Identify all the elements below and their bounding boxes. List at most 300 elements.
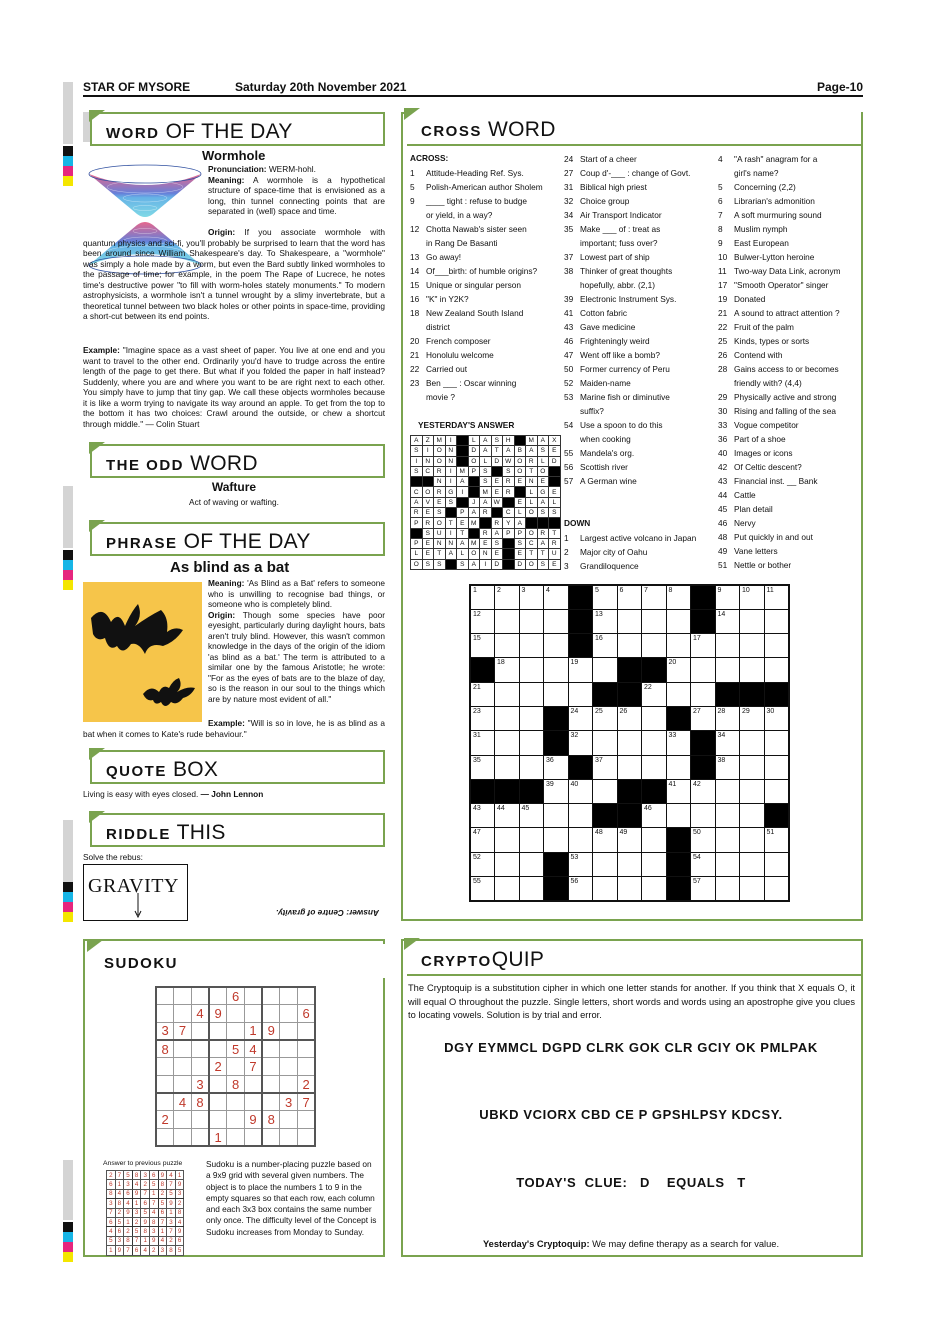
sudoku-cell: 5 [141,1208,150,1217]
crossword-cell[interactable]: 45 [519,804,544,828]
crossword-cell[interactable] [593,852,618,876]
crossword-cell[interactable]: 28 [715,706,740,730]
clue-item: 37 Lowest part of ship [564,252,650,262]
word-of-day-header: WORD OF THE DAY [90,112,385,146]
crossword-cell[interactable]: 11 [764,585,789,609]
crossword-cell[interactable] [495,852,520,876]
sudoku-cell[interactable] [280,1022,298,1040]
sudoku-cell[interactable] [262,1058,280,1076]
crossword-cell[interactable]: 15 [470,634,495,658]
crossword-cell[interactable] [642,877,667,901]
crossword-cell[interactable]: 1 [470,585,495,609]
answer-cell: L [514,508,526,518]
crossword-cell[interactable] [495,828,520,852]
sudoku-cell[interactable] [280,1129,298,1147]
clue-item: 32 Choice group [564,196,630,206]
sudoku-cell[interactable] [244,1129,262,1147]
crossword-cell[interactable] [519,658,544,682]
sudoku-cell[interactable] [174,987,192,1005]
sudoku-cell[interactable] [209,1075,227,1093]
phrase-header: PHRASE OF THE DAY [90,522,385,556]
crossword-cell[interactable]: 20 [666,658,691,682]
crossword-cell[interactable] [740,877,765,901]
crossword-cell[interactable]: 9 [715,585,740,609]
sudoku-cell: 4 [124,1199,133,1208]
crossword-cell[interactable] [764,779,789,803]
crossword-cell[interactable]: 33 [666,731,691,755]
crossword-cell[interactable] [764,852,789,876]
answer-cell [503,549,515,559]
crossword-cell[interactable]: 7 [642,585,667,609]
crossword-cell[interactable]: 29 [740,706,765,730]
crossword-cell[interactable] [544,682,569,706]
crossword-cell[interactable] [764,634,789,658]
crossword-cell[interactable]: 56 [568,877,593,901]
masthead [83,80,863,97]
crossword-cell[interactable]: 16 [593,634,618,658]
crossword-cell[interactable]: 30 [764,706,789,730]
answer-cell: C [422,466,434,476]
sudoku-cell: 2 [167,1236,176,1245]
clue-item: 18 New Zealand South Island [410,308,524,318]
crossword-cell[interactable] [544,609,569,633]
sudoku-cell[interactable] [262,1075,280,1093]
answer-cell: L [526,487,538,497]
crossword-cell[interactable]: 25 [593,706,618,730]
crossword-cell[interactable]: 27 [691,706,716,730]
crossword-cell[interactable] [666,755,691,779]
crossword-cell[interactable] [495,609,520,633]
sudoku-cell[interactable] [298,1022,316,1040]
answer-cell: T [549,528,561,538]
answer-cell: L [549,497,561,507]
sudoku-cell[interactable] [209,1022,227,1040]
answer-cell: E [549,446,561,456]
crossword-cell[interactable]: 44 [495,804,520,828]
crossword-cell[interactable] [519,828,544,852]
crossword-cell[interactable] [715,658,740,682]
sudoku-cell: 2 [175,1199,184,1208]
crossword-cell[interactable] [740,804,765,828]
crossword-cell[interactable]: 53 [568,852,593,876]
answer-cell: A [537,497,549,507]
crossword-cell[interactable]: 57 [691,877,716,901]
sudoku-instructions: Sudoku is a number-placing puzzle based on a 9x9 grid with several given numbers. The object is to place the numbers 1 to 9 in the empty squares so that each row, each column and each 3x3 box contains the same number only once. The difficulty level of the Concept is Sudoku increases from Monday to Sunday. [206,1159,377,1237]
crossword-cell[interactable]: 41 [666,779,691,803]
clue-item: 49 Vane letters [718,546,778,556]
crossword-cell[interactable]: 12 [470,609,495,633]
crossword-cell[interactable] [642,609,667,633]
answer-cell: A [480,436,492,446]
word-term: Wormhole [202,148,266,163]
sudoku-cell: 7 [174,1022,192,1040]
answer-cell: A [503,446,515,456]
crossword-cell[interactable] [617,731,642,755]
sudoku-cell[interactable] [227,1111,245,1129]
sudoku-cell[interactable] [156,1075,174,1093]
answer-cell [457,446,469,456]
sudoku-cell[interactable] [227,1005,245,1023]
cryptoquip-header: CRYPTOQUIP [407,942,861,976]
crossword-cell[interactable] [617,634,642,658]
sudoku-cell[interactable] [227,1022,245,1040]
crossword-cell[interactable] [519,706,544,730]
sudoku-cell: 3 [158,1246,167,1255]
crossword-cell[interactable]: 13 [593,609,618,633]
clue-item: 10 Bulwer-Lytton heroine [718,252,815,262]
answer-cell: E [549,559,561,569]
crossword-cell[interactable] [715,828,740,852]
sudoku-cell[interactable] [191,1040,209,1058]
sudoku-cell: 7 [167,1227,176,1236]
sudoku-cell[interactable] [262,1129,280,1147]
clue-item: 38 Thinker of great thoughts [564,266,673,276]
crossword-cell[interactable] [642,706,667,730]
sudoku-cell: 2 [124,1227,133,1236]
crossword-cell[interactable]: 8 [666,585,691,609]
crossword-cell[interactable] [568,682,593,706]
crossword-cell[interactable] [617,852,642,876]
crossword-cell[interactable] [691,804,716,828]
sudoku-cell: 2 [115,1208,124,1217]
sudoku-cell[interactable] [174,1058,192,1076]
crossword-cell[interactable] [740,828,765,852]
crossword-cell[interactable] [593,877,618,901]
crossword-cell[interactable]: 24 [568,706,593,730]
sudoku-cell[interactable] [262,1005,280,1023]
clue-item: 41 Cotton fabric [564,308,628,318]
answer-cell: E [514,477,526,487]
crossword-cell[interactable]: 31 [470,731,495,755]
sudoku-cell: 7 [132,1236,141,1245]
crossword-cell[interactable] [519,755,544,779]
answer-cell: S [537,559,549,569]
crossword-cell[interactable] [740,852,765,876]
sudoku-cell: 9 [115,1246,124,1255]
crossword-cell[interactable] [740,779,765,803]
crossword-cell[interactable] [764,609,789,633]
crossword-cell[interactable] [495,634,520,658]
answer-cell: R [434,487,446,497]
sudoku-cell[interactable] [280,987,298,1005]
answer-cell: C [526,538,538,548]
crossword-cell[interactable] [740,634,765,658]
clue-item: important; fuss over? [580,238,658,248]
sudoku-cell[interactable] [174,1005,192,1023]
crossword-cell[interactable]: 3 [519,585,544,609]
color-marks [63,550,73,590]
sudoku-cell[interactable] [156,1093,174,1111]
crossword-cell[interactable] [740,755,765,779]
sudoku-cell: 9 [175,1227,184,1236]
crossword-cell[interactable]: 37 [593,755,618,779]
crossword-cell[interactable] [544,658,569,682]
sudoku-cell[interactable] [209,987,227,1005]
crossword-cell[interactable] [740,731,765,755]
down-clues-2 [718,152,841,572]
answer-cell: Y [503,518,515,528]
crossword-cell[interactable] [495,706,520,730]
sudoku-cell[interactable] [191,1022,209,1040]
crossword-cell[interactable] [593,658,618,682]
crossword-cell[interactable] [642,852,667,876]
crossword-cell[interactable]: 6 [617,585,642,609]
crossword-cell[interactable]: 40 [568,779,593,803]
crossword-cell[interactable]: 52 [470,852,495,876]
crossword-cell[interactable]: 54 [691,852,716,876]
clue-item: 21 A sound to attract attention ? [718,308,840,318]
sudoku-cell: 6 [141,1199,150,1208]
sudoku-cell[interactable] [227,1058,245,1076]
previous-sudoku-answer [106,1170,184,1256]
answer-cell: O [434,456,446,466]
crossword-cell[interactable] [544,804,569,828]
crossword-cell[interactable]: 50 [691,828,716,852]
answer-cell: L [457,549,469,559]
sudoku-cell[interactable] [209,1111,227,1129]
sudoku-cell: 2 [107,1171,116,1180]
crossword-cell[interactable] [642,634,667,658]
crossword-cell[interactable]: 43 [470,804,495,828]
crossword-cell[interactable] [519,682,544,706]
crossword-cell[interactable] [715,634,740,658]
crossword-cell[interactable]: 51 [764,828,789,852]
clue-item: 12 Chotta Nawab's sister seen [410,224,527,234]
sudoku-cell[interactable] [227,1093,245,1111]
sudoku-cell[interactable] [298,1111,316,1129]
crossword-cell[interactable] [617,755,642,779]
crossword-cell[interactable] [642,828,667,852]
crossword-cell[interactable]: 48 [593,828,618,852]
sudoku-cell[interactable] [156,1005,174,1023]
crossword-cell[interactable] [519,731,544,755]
crossword-cell [470,779,495,803]
sudoku-cell[interactable] [191,1111,209,1129]
answer-cell: E [457,518,469,528]
crossword-cell[interactable]: 21 [470,682,495,706]
sudoku-cell: 9 [262,1022,280,1040]
sudoku-cell: 9 [244,1111,262,1129]
crossword-cell[interactable] [495,731,520,755]
crossword-cell[interactable] [519,634,544,658]
crossword-cell[interactable]: 18 [495,658,520,682]
crossword-cell[interactable] [740,609,765,633]
crossword-cell[interactable]: 32 [568,731,593,755]
crossword-cell[interactable] [593,731,618,755]
answer-cell [445,508,457,518]
crossword-cell[interactable]: 22 [642,682,667,706]
sudoku-cell[interactable] [280,1005,298,1023]
crossword-cell[interactable] [519,852,544,876]
answer-cell: P [457,508,469,518]
answer-cell: M [480,487,492,497]
answer-cell: G [445,487,457,497]
crossword-cell[interactable] [495,877,520,901]
crossword-cell[interactable]: 36 [544,755,569,779]
crossword-cell[interactable] [617,877,642,901]
crossword-cell[interactable] [519,877,544,901]
sudoku-cell[interactable] [191,987,209,1005]
color-marks [63,1222,73,1262]
clue-item: 17 "Smooth Operator" singer [718,280,829,290]
sudoku-cell[interactable] [227,1129,245,1147]
crossword-cell[interactable]: 55 [470,877,495,901]
cipher-line-2: UBKD VCIORX CBD CE P GPSHLPSY KDCSY. [479,1107,783,1122]
answer-cell: E [491,487,503,497]
crossword-cell [642,779,667,803]
answer-cell: I [480,559,492,569]
sudoku-cell: 3 [132,1208,141,1217]
sudoku-cell[interactable] [298,1040,316,1058]
crossword-cell[interactable] [568,804,593,828]
sudoku-cell[interactable] [191,1129,209,1147]
sudoku-cell[interactable] [244,1093,262,1111]
answer-cell: L [526,497,538,507]
answer-cell: S [491,436,503,446]
prev-answer-label: Answer to previous puzzle [103,1160,183,1167]
crossword-cell[interactable]: 39 [544,779,569,803]
rebus-box [83,864,188,921]
crossword-cell [617,682,642,706]
answer-cell [457,456,469,466]
sudoku-cell[interactable] [156,987,174,1005]
sudoku-cell[interactable] [280,1058,298,1076]
sudoku-cell[interactable] [156,1058,174,1076]
sudoku-cell[interactable] [174,1040,192,1058]
sudoku-cell[interactable] [156,1129,174,1147]
crossword-cell[interactable] [642,731,667,755]
answer-cell: G [537,487,549,497]
crossword-cell[interactable] [764,658,789,682]
crossword-cell[interactable]: 19 [568,658,593,682]
crossword-cell[interactable]: 42 [691,779,716,803]
sudoku-cell[interactable] [174,1075,192,1093]
sudoku-cell[interactable] [280,1111,298,1129]
clue-item: 46 Nervy [718,518,756,528]
crossword-cell[interactable] [666,634,691,658]
crossword-cell[interactable] [715,804,740,828]
crossword-cell[interactable]: 47 [470,828,495,852]
crossword-cell[interactable] [666,682,691,706]
answer-cell: O [422,487,434,497]
crossword-cell[interactable]: 46 [642,804,667,828]
sudoku-cell: 7 [149,1199,158,1208]
answer-cell: L [468,436,480,446]
crossword-cell[interactable]: 17 [691,634,716,658]
sudoku-cell[interactable] [280,1040,298,1058]
crossword-cell[interactable]: 49 [617,828,642,852]
sudoku-cell: 3 [167,1217,176,1226]
crossword-cell[interactable] [642,755,667,779]
sudoku-cell[interactable] [191,1058,209,1076]
answer-cell: I [445,466,457,476]
answer-cell [480,518,492,528]
sudoku-cell: 4 [107,1227,116,1236]
sudoku-cell[interactable] [209,1093,227,1111]
answer-cell: O [468,549,480,559]
sudoku-cell: 3 [141,1171,150,1180]
crossword-cell[interactable] [495,682,520,706]
crossword-cell[interactable] [740,658,765,682]
crossword-cell[interactable]: 38 [715,755,740,779]
crossword-cell[interactable]: 14 [715,609,740,633]
sudoku-cell[interactable] [244,987,262,1005]
crossword-cell[interactable]: 10 [740,585,765,609]
sudoku-cell[interactable] [174,1111,192,1129]
sudoku-cell[interactable] [244,1005,262,1023]
crossword-cell[interactable] [544,634,569,658]
sudoku-cell[interactable] [174,1129,192,1147]
clue-item: 28 Gains access to or becomes [718,364,839,374]
crossword-cell[interactable] [691,658,716,682]
clue-item: 26 Contend with [718,350,783,360]
answer-cell: M [468,538,480,548]
crossword-cell[interactable] [764,755,789,779]
crossword-cell[interactable] [715,852,740,876]
sudoku-cell[interactable] [298,987,316,1005]
crossword-cell[interactable] [764,877,789,901]
crossword-cell [764,682,789,706]
sudoku-cell[interactable] [262,1093,280,1111]
crossword-cell[interactable] [495,755,520,779]
crossword-cell[interactable] [715,779,740,803]
crossword-cell[interactable]: 4 [544,585,569,609]
sudoku-cell: 8 [115,1199,124,1208]
crossword-cell[interactable]: 5 [593,585,618,609]
sudoku-cell[interactable] [280,1075,298,1093]
sudoku-cell[interactable] [298,1129,316,1147]
sudoku-cell: 3 [115,1236,124,1245]
sudoku-cell: 6 [115,1227,124,1236]
answer-cell: A [411,436,423,446]
crossword-cell[interactable] [715,877,740,901]
crossword-cell[interactable]: 34 [715,731,740,755]
across-clues-2 [564,152,690,488]
clue-item: or yield, in a way? [426,210,493,220]
answer-cell: T [537,549,549,559]
crossword-cell[interactable]: 23 [470,706,495,730]
crossword-cell[interactable] [593,779,618,803]
answer-cell [457,436,469,446]
crossword-cell[interactable] [666,804,691,828]
crossword-cell[interactable] [691,682,716,706]
sudoku-cell[interactable] [209,1040,227,1058]
sudoku-cell[interactable] [262,1040,280,1058]
answer-cell [445,559,457,569]
crossword-cell[interactable]: 35 [470,755,495,779]
sudoku-cell: 1 [107,1246,116,1255]
odd-word-term: Wafture [211,480,257,494]
sudoku-cell: 8 [158,1180,167,1189]
answer-cell: S [422,559,434,569]
crossword-cell[interactable]: 26 [617,706,642,730]
crossword-cell[interactable] [617,609,642,633]
crossword-cell[interactable] [764,731,789,755]
sudoku-cell: 5 [124,1171,133,1180]
answer-cell: D [468,446,480,456]
crossword-cell[interactable] [519,609,544,633]
crossword-cell[interactable]: 2 [495,585,520,609]
sudoku-cell[interactable] [298,1058,316,1076]
quote-text: Living is easy with eyes closed. — John Lennon [83,789,264,799]
crossword-cell[interactable] [544,828,569,852]
crossword-cell[interactable] [666,609,691,633]
crossword-cell[interactable] [568,828,593,852]
sudoku-cell[interactable] [244,1075,262,1093]
crossword-cell [691,585,716,609]
sudoku-cell[interactable] [262,987,280,1005]
answer-cell [537,518,549,528]
